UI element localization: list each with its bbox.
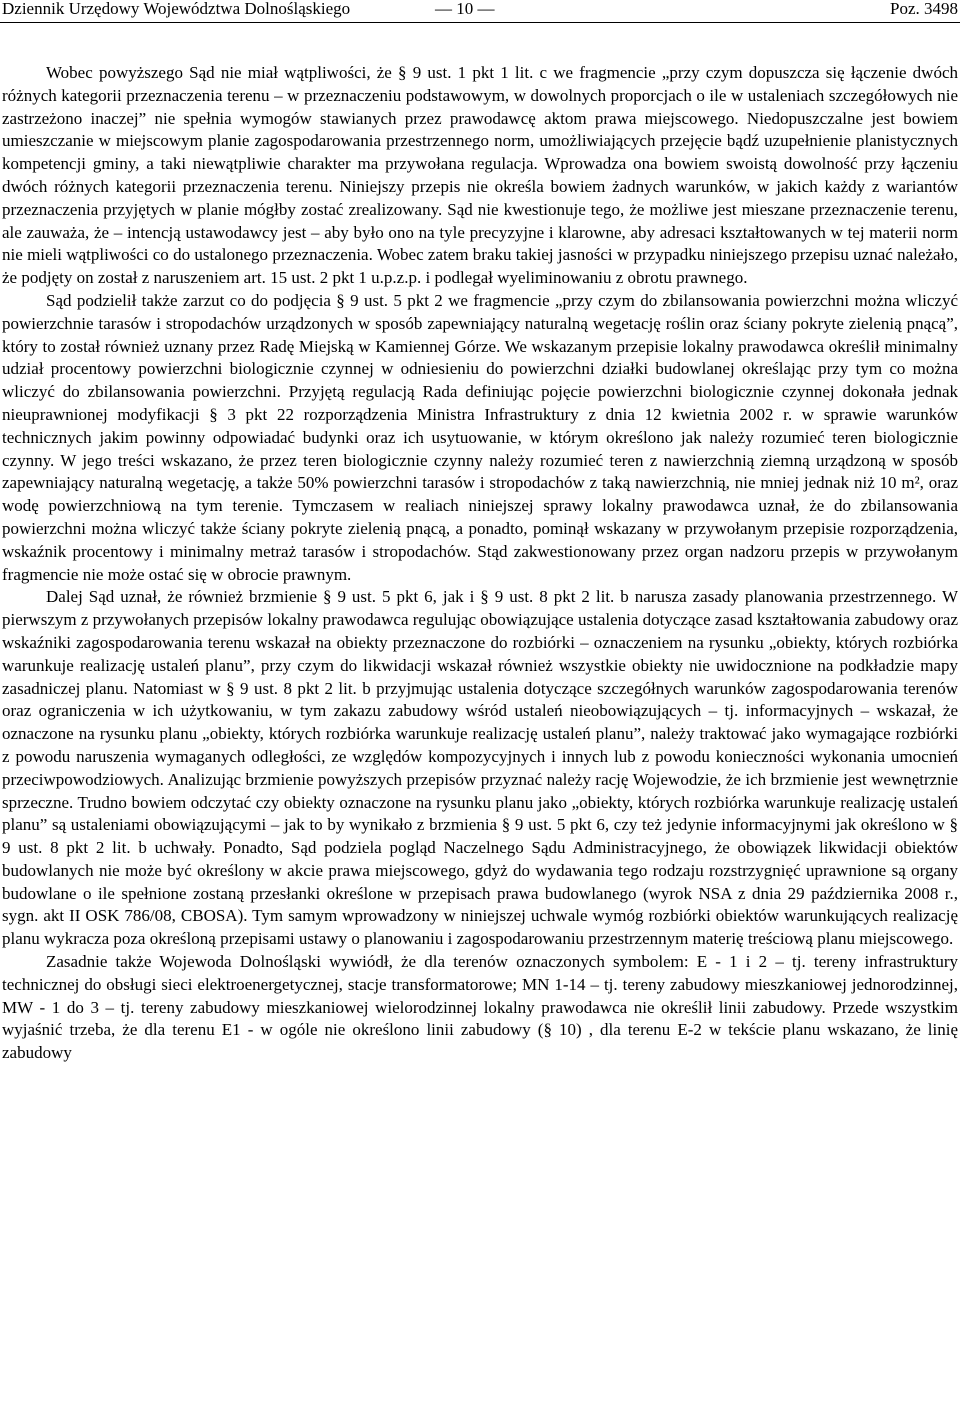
paragraph: Sąd podzielił także zarzut co do podjęcia § 9 ust. 5 pkt 2 we fragmencie „przy czym do zbilansowania powierzchni można wliczyć powierzchnie tarasów i stropodachów urządzonych w sposób zapewniający naturalną wegetację roślin oraz ściany pokryte zielenią pnącą”, który to został również uznany przez Radę Miejską w Kamiennej Górze. We wskazanym przepisie lokalny prawodawca określił minimalny udział procentowy powierzchni biologicznie czynnej w odniesieniu do powierzchni działki budowlanej określając przy tym co można wliczyć do zbilansowania powierzchni. Przyjętą regulacją Rada definiując pojęcie powierzchni biologicznie czynnej dokonała jednak nieuprawnionej modyfikacji § 3 pkt 22 rozporządzenia Ministra Infrastruktury z dnia 12 kwietnia 2002 r. w sprawie warunków technicznych jakim powinny odpowiadać budynki oraz ich usytuowanie, w którym określono jak należy rozumieć teren biologicznie czynny. W jego treści wskazano, że przez teren biologicznie czynny należy rozumieć teren z nawierzchnią ziemną urządzoną w sposób zapewniający naturalną wegetację, a także 50% powierzchni tarasów i stropodachów z taką nawierzchnią, nie mniej jednak niż 10 m², oraz wodę powierzchniową na tym terenie. Tymczasem w realiach niniejszej sprawy lokalny prawodawca uznał, że do zbilansowania powierzchni można wliczyć także ściany pokryte zielenią pnącą, a ponadto, pominął wskazany w przywołanym przepisie rozporządzenia, wskaźnik procentowy i minimalny metraż tarasów i stropodachów. Stąd zakwestionowany przez organ nadzoru przepis w przywołanym fragmencie nie może ostać się w obrocie prawnym.	[2, 290, 958, 584]
document-body	[2, 62, 958, 1065]
page-header	[0, 0, 960, 23]
journal-title: Dziennik Urzędowy Województwa Dolnośląskiego	[2, 0, 351, 18]
position-number: Poz. 3498	[890, 0, 958, 18]
paragraph: Wobec powyższego Sąd nie miał wątpliwości, że § 9 ust. 1 pkt 1 lit. c we fragmencie „przy czym dopuszcza się łączenie dwóch różnych kategorii przeznaczenia terenu – w przeznaczeniu podstawowym, w dowolnych proporcjach o ile w ustaleniach szczegółowych nie zastrzeżono inaczej” nie spełnia wymogów stawianych przez prawodawcę aktom prawa miejscowego. Niedopuszczalne jest bowiem umieszczanie w miejscowym planie zagospodarowania przestrzennego norm, umożliwiających przejęcie bądź uzupełnienie planistycznych kompetencji gminy, a taki niewątpliwie charakter ma przywołana regulacja. Wprowadza ona bowiem swoistą dowolność przy łączeniu dwóch różnych kategorii przeznaczenia terenu. Niniejszy przepis nie określa bowiem żadnych warunków, w jakich każdy z wariantów przeznaczenia przyjętych w planie mógłby zostać zrealizowany. Sąd nie kwestionuje tego, że możliwe jest mieszane przeznaczenie terenu, ale zauważa, że – intencją ustawodawcy jest – aby było ono na tyle precyzyjne i klarowne, aby adresaci kształtowanych w tej materii norm nie mieli wątpliwości co do ustalonego przeznaczenia. Wobec zatem braku takiej jasności w przypadku niniejszego przepisu uznać należało, że podjęty on został z naruszeniem art. 15 ust. 2 pkt 1 u.p.z.p. i podlegał wyeliminowaniu z obrotu prawnego.	[2, 63, 958, 288]
paragraph: Zasadnie także Wojewoda Dolnośląski wywiódł, że dla terenów oznaczonych symbolem: E - 1 i 2 – tj. tereny infrastruktury technicznej do obsługi sieci elektroenergetycznej, stacje transformatorowe; MN 1-14 – tj. tereny zabudowy mieszkaniowej jednorodzinnej, MW - 1 do 3 – tj. tereny zabudowy mieszkaniowej wielorodzinnej lokalny prawodawca nie określił linii zabudowy. Przede wszystkim wyjaśnić trzeba, że dla terenu E1 - w ogóle nie określono linii zabudowy (§ 10) , dla terenu E-2 w tekście planu wskazano, że linię zabudowy	[2, 952, 958, 1063]
page-number: — 10 —	[435, 0, 495, 18]
paragraph: Dalej Sąd uznał, że również brzmienie § 9 ust. 5 pkt 6, jak i § 9 ust. 8 pkt 2 lit. b narusza zasady planowania przestrzennego. W pierwszym z przywołanych przepisów lokalny prawodawca regulując obowiązujące ustalenia dotyczące zasad kształtowania zabudowy oraz wskaźniki zagospodarowania terenu wskazał na obiekty przeznaczone do rozbiórki – oznaczeniem na rysunku „obiekty, których rozbiórka warunkuje realizację ustaleń planu”, przy czym do likwidacji wskazał również wszystkie obiekty nie uwidocznione na podkładzie mapy zasadniczej planu. Natomiast w § 9 ust. 8 pkt 2 lit. b przyjmując ustalenia dotyczące szczegółnych warunków zagospodarowania terenów oraz ograniczenia w ich użytkowaniu, w tym zakazu zabudowy wśród ustaleń nieobowiązujących – tj. informacyjnych – wskazał, że oznaczone na rysunku planu „obiekty, których rozbiórka warunkuje realizację ustaleń planu”, należy traktować jako wymagające rozbiórki z powodu naruszenia wymaganych odległości, ze względów kompozycyjnych i innych lub z powodu konieczności wykonania umocnień przeciwpowodziowych. Analizując brzmienie powyższych przepisów przyznać należy rację Wojewodzie, że ich brzmienie jest wewnętrznie sprzeczne. Trudno bowiem odczytać czy obiekty oznaczone na rysunku planu jako „obiekty, których rozbiórka warunkuje realizację ustaleń planu” są ustaleniami obowiązującymi – jak to by wynikało z brzmienia § 9 ust. 5 pkt 6, czy też jedynie informacyjnymi jak określono w § 9 ust. 8 pkt 2 lit. b uchwały. Ponadto, Sąd podziela pogląd Naczelnego Sądu Administracyjnego, że obowiązek likwidacji obiektów budowlanych nie może być określony w akcie prawa miejscowego, gdyż do wydawania tego rodzaju rozstrzygnięć uprawnione są organy budowlane o ile spełnione zostaną przesłanki określone w przepisach prawa budowlanego (wyrok NSA z dnia 29 października 2008 r., sygn. akt II OSK 786/08, CBOSA). Tym samym wprowadzony w niniejszej uchwale wymóg rozbiórki obiektów warunkujących realizację planu wykracza poza określoną przepisami ustawy o planowaniu i zagospodarowaniu przestrzennym materię treściową planu miejscowego.	[2, 587, 958, 949]
